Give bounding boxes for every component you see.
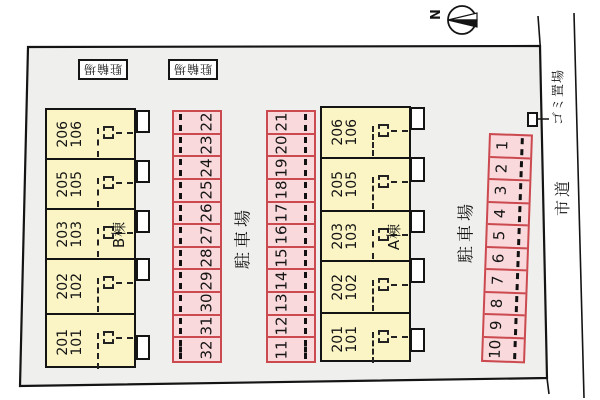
parking-space-dashed-mark	[304, 272, 307, 289]
garbage-station-marker	[527, 112, 538, 127]
room-interior-dashed-line	[116, 337, 133, 339]
parking-space	[268, 135, 314, 158]
room-interior-dashed-line	[97, 333, 99, 369]
parking-space-number	[269, 293, 294, 314]
entrance-porch	[136, 335, 150, 360]
parking-space-number-text: 8	[487, 298, 507, 309]
room	[47, 315, 134, 370]
parking-space-dashed-mark	[304, 159, 307, 176]
parking-space	[268, 338, 314, 361]
parking-space-dashed-mark	[179, 159, 182, 176]
parking-space-number	[194, 112, 219, 133]
entrance-porch	[136, 210, 150, 233]
building-name-label	[110, 210, 128, 258]
room-interior-dashed-box	[103, 176, 114, 189]
parking-space-dashed-mark	[179, 272, 182, 289]
parking-space-number	[484, 337, 507, 360]
parking-space-dashed-mark	[304, 182, 307, 199]
room	[47, 110, 134, 160]
parking-space-dashed-mark	[179, 205, 182, 222]
room-number-lower: 103	[68, 220, 85, 248]
parking-space-number-text: 2	[492, 163, 511, 174]
parking-space-dashed-mark	[179, 137, 182, 154]
parking-space-number	[490, 158, 513, 179]
parking-column-left	[172, 110, 222, 363]
parking-space-number	[269, 112, 294, 133]
parking-space-dashed-mark	[179, 318, 182, 335]
parking-space-dashed-mark	[304, 114, 307, 131]
parking-space-dashed-mark	[517, 228, 521, 245]
room-interior-dashed-line	[372, 230, 374, 259]
parking-space-number	[269, 270, 294, 291]
parking-space-dashed-mark	[304, 227, 307, 244]
room-interior-dashed-line	[372, 126, 374, 156]
parking-space	[174, 112, 220, 135]
room-number-upper: 202	[54, 273, 71, 300]
room-interior-dashed-box	[378, 124, 389, 137]
parking-space	[174, 180, 220, 203]
room-interior-dashed-box	[103, 331, 114, 344]
room-number-lower: 106	[343, 119, 360, 146]
room	[47, 160, 134, 210]
parking-space	[487, 225, 528, 249]
parking-space-number	[487, 248, 510, 269]
parking-space-number	[194, 180, 219, 201]
parking-space-dashed-mark	[514, 318, 518, 335]
parking-space-number-text: 10	[486, 339, 505, 359]
room-number-upper: 202	[329, 273, 346, 301]
parking-space-dashed-mark	[179, 227, 182, 244]
entrance-porch	[136, 110, 150, 133]
room-number	[324, 212, 366, 260]
room-interior-dashed-box	[378, 175, 389, 188]
room-number-lower: 103	[343, 222, 360, 250]
parking-space-number	[488, 225, 511, 246]
building-name-text: A棟	[385, 222, 404, 250]
room-number-lower: 102	[68, 273, 85, 300]
room	[322, 159, 409, 212]
room-number-text	[56, 171, 85, 198]
room-number-lower: 105	[343, 171, 360, 198]
road-left-edge-top	[538, 16, 540, 47]
road-left-edge-bottom	[547, 378, 549, 394]
parking-space	[174, 135, 220, 158]
parking-space-number	[194, 270, 219, 291]
parking-space-number-text: 28	[197, 248, 216, 268]
parking-space-number-text: 24	[197, 158, 216, 178]
parking-space-dashed-mark	[513, 340, 517, 359]
parking-space-number	[194, 338, 219, 361]
north-label: N	[429, 9, 444, 20]
room-number	[49, 210, 91, 258]
room-number-upper: 201	[329, 325, 346, 353]
parking-space-number-text: 30	[197, 293, 216, 313]
room-interior-dashed-line	[97, 278, 99, 312]
parking-space-dashed-mark	[304, 250, 307, 267]
entrance-porch	[410, 157, 425, 182]
parking-space-number	[269, 316, 294, 337]
room-interior-dashed-line	[372, 280, 374, 311]
room-interior-dashed-line	[97, 178, 99, 207]
parking-space	[268, 293, 314, 316]
room-number-lower: 101	[68, 329, 85, 356]
parking-space-number-text: 20	[272, 135, 291, 155]
room-number-text	[331, 274, 360, 301]
parking-space-number	[269, 248, 294, 269]
parking-space-number-text: 15	[272, 248, 291, 268]
road-right-edge	[574, 13, 584, 398]
room-number-lower: 101	[343, 325, 360, 353]
parking-space	[174, 338, 220, 361]
room-number-upper: 205	[329, 171, 346, 198]
parking-space-number-text: 17	[272, 203, 291, 223]
room-number-text	[331, 119, 360, 146]
garbage-station-label: ゴミ置場	[551, 69, 566, 126]
building-name-text: B棟	[110, 220, 129, 248]
parking-space-dashed-mark	[304, 318, 307, 335]
parking-space	[488, 203, 529, 227]
parking-space-number	[491, 135, 514, 156]
parking-space	[485, 270, 526, 294]
parking-space-number-text: 9	[487, 320, 506, 331]
room-number-upper: 205	[54, 170, 71, 198]
parking-space-number-text: 1	[493, 140, 512, 151]
room-number	[49, 110, 91, 158]
room-number	[324, 159, 366, 210]
parking-space	[268, 225, 314, 248]
bicycle-parking-sign	[168, 59, 218, 80]
parking-space	[489, 180, 530, 204]
parking-space-dashed-mark	[304, 295, 307, 312]
building-b	[45, 108, 136, 368]
parking-space-number-text: 7	[488, 275, 508, 286]
room	[322, 108, 409, 159]
parking-space-number	[485, 315, 508, 336]
parking-space-number	[269, 157, 294, 178]
parking-space-number-text: 21	[272, 112, 291, 132]
parking-space-number-text: 6	[489, 253, 508, 264]
parking-space-number-text: 29	[197, 271, 216, 291]
room-interior-dashed-line	[372, 177, 374, 209]
parking-space-dashed-mark	[519, 161, 523, 178]
room-interior-dashed-line	[97, 128, 99, 157]
parking-space	[268, 316, 314, 339]
room-number	[49, 160, 91, 208]
parking-space-dashed-mark	[304, 340, 307, 359]
parking-space-number-text: 14	[272, 271, 291, 291]
parking-space	[268, 180, 314, 203]
parking-space-number-text: 19	[272, 158, 291, 178]
parking-space-number	[487, 270, 510, 291]
parking-space-number	[269, 225, 294, 246]
parking-space-dashed-mark	[179, 340, 182, 359]
bicycle-parking-sign	[78, 59, 128, 80]
parking-space-number-text: 22	[197, 112, 216, 132]
room-number-text	[331, 171, 360, 198]
parking-space	[485, 292, 526, 316]
parking-space-number	[194, 203, 219, 224]
room-number-upper: 201	[54, 329, 71, 356]
room-interior-dashed-line	[116, 282, 133, 284]
room-interior-dashed-line	[116, 182, 133, 184]
parking-space-dashed-mark	[179, 182, 182, 199]
parking-space-number-text: 31	[197, 316, 216, 336]
room	[47, 260, 134, 315]
room-number-upper: 206	[329, 119, 346, 146]
parking-space-number	[194, 293, 219, 314]
parking-space	[174, 270, 220, 293]
room-number-text	[331, 326, 360, 353]
room-interior-dashed-line	[97, 228, 99, 257]
parking-space	[486, 248, 527, 272]
parking-space-number	[194, 157, 219, 178]
bicycle-parking-label: 駐輪場	[173, 62, 213, 76]
parking-space-number	[269, 135, 294, 156]
parking-space-dashed-mark	[520, 138, 524, 155]
parking-space	[174, 316, 220, 339]
room-number-upper: 206	[54, 120, 71, 148]
parking-space-number-text: 16	[272, 225, 291, 245]
road-label: 市道	[552, 177, 572, 216]
room-interior-dashed-line	[391, 181, 408, 183]
room-interior-dashed-line	[116, 132, 133, 134]
parking-space-dashed-mark	[518, 206, 522, 223]
parking-space-number	[194, 248, 219, 269]
parking-space-number	[269, 180, 294, 201]
parking-space	[489, 158, 530, 182]
room-number-text	[56, 273, 85, 300]
room-interior-dashed-box	[103, 126, 114, 139]
entrance-porch	[136, 160, 150, 183]
parking-space-dashed-mark	[304, 205, 307, 222]
parking-space-number	[269, 203, 294, 224]
room-number-upper: 203	[54, 220, 71, 248]
entrance-porch	[410, 328, 425, 352]
bicycle-parking-label: 駐輪場	[83, 62, 123, 76]
entrance-porch	[136, 258, 150, 281]
parking-space-number-text: 4	[491, 208, 510, 219]
parking-space-number	[194, 135, 219, 156]
room	[322, 262, 409, 314]
parking-space-dashed-mark	[304, 137, 307, 154]
entrance-porch	[410, 258, 425, 283]
room-number	[324, 262, 366, 312]
parking-space	[174, 293, 220, 316]
parking-space-number-text: 27	[197, 225, 216, 245]
room-number	[49, 315, 91, 370]
parking-space-number	[269, 338, 294, 361]
room-interior-dashed-line	[391, 130, 408, 132]
building-a	[320, 106, 411, 362]
parking-space-number-text: 25	[197, 180, 216, 200]
parking-space-number-text: 5	[490, 230, 509, 241]
room-number-upper: 203	[329, 222, 346, 250]
parking-space-number	[489, 203, 512, 224]
room-interior-dashed-box	[378, 278, 389, 291]
room	[322, 212, 409, 262]
room-interior-dashed-box	[378, 330, 389, 343]
parking-space-dashed-mark	[519, 183, 523, 200]
parking-space	[174, 248, 220, 271]
parking-space-number	[194, 316, 219, 337]
parking-space-number-text: 32	[197, 340, 216, 360]
parking-area-label: 駐車場	[456, 200, 477, 263]
parking-space	[268, 112, 314, 135]
room-number	[49, 260, 91, 313]
parking-space-dashed-mark	[179, 250, 182, 267]
entrance-porch	[410, 107, 425, 130]
room	[322, 314, 409, 364]
parking-space-dashed-mark	[516, 273, 520, 290]
parking-space-dashed-mark	[516, 251, 520, 268]
parking-space	[490, 135, 531, 159]
room-number-text	[56, 221, 85, 248]
parking-space-number	[490, 180, 513, 201]
parking-space-dashed-mark	[515, 296, 519, 313]
room-number-text	[56, 121, 85, 148]
parking-column-middle	[266, 110, 316, 363]
parking-space-number-text: 13	[272, 293, 291, 313]
room-number	[324, 108, 366, 157]
parking-space	[268, 203, 314, 226]
parking-space-dashed-mark	[179, 114, 182, 131]
parking-space	[174, 203, 220, 226]
parking-space-number-text: 26	[197, 203, 216, 223]
parking-space	[268, 270, 314, 293]
room	[47, 210, 134, 260]
parking-space-dashed-mark	[179, 295, 182, 312]
parking-space	[484, 315, 525, 339]
parking-space	[174, 157, 220, 180]
room-number-lower: 106	[68, 120, 85, 148]
parking-space	[483, 337, 524, 361]
room-interior-dashed-line	[391, 336, 408, 338]
parking-space-number	[194, 225, 219, 246]
room-interior-dashed-line	[391, 284, 408, 286]
parking-column-right	[481, 133, 533, 363]
building-name-label	[385, 212, 403, 260]
parking-space-number-text: 23	[197, 135, 216, 155]
room-number-text	[56, 329, 85, 356]
north-arrow-icon	[448, 6, 477, 34]
parking-area-label: 駐車場	[233, 206, 254, 269]
room-number	[324, 314, 366, 364]
parking-space-number-text: 12	[272, 316, 291, 336]
room-number-text	[331, 223, 360, 250]
parking-space-number-text: 11	[272, 340, 291, 360]
parking-space	[268, 157, 314, 180]
parking-space	[268, 248, 314, 271]
room-interior-dashed-line	[372, 332, 374, 363]
parking-space-number-text: 3	[491, 185, 511, 196]
room-number-lower: 105	[68, 170, 85, 198]
room-interior-dashed-box	[103, 276, 114, 289]
parking-space-number-text: 18	[272, 180, 291, 200]
parking-space	[174, 225, 220, 248]
parking-space-number	[486, 293, 509, 314]
room-number-lower: 102	[343, 273, 360, 301]
entrance-porch	[410, 210, 425, 233]
